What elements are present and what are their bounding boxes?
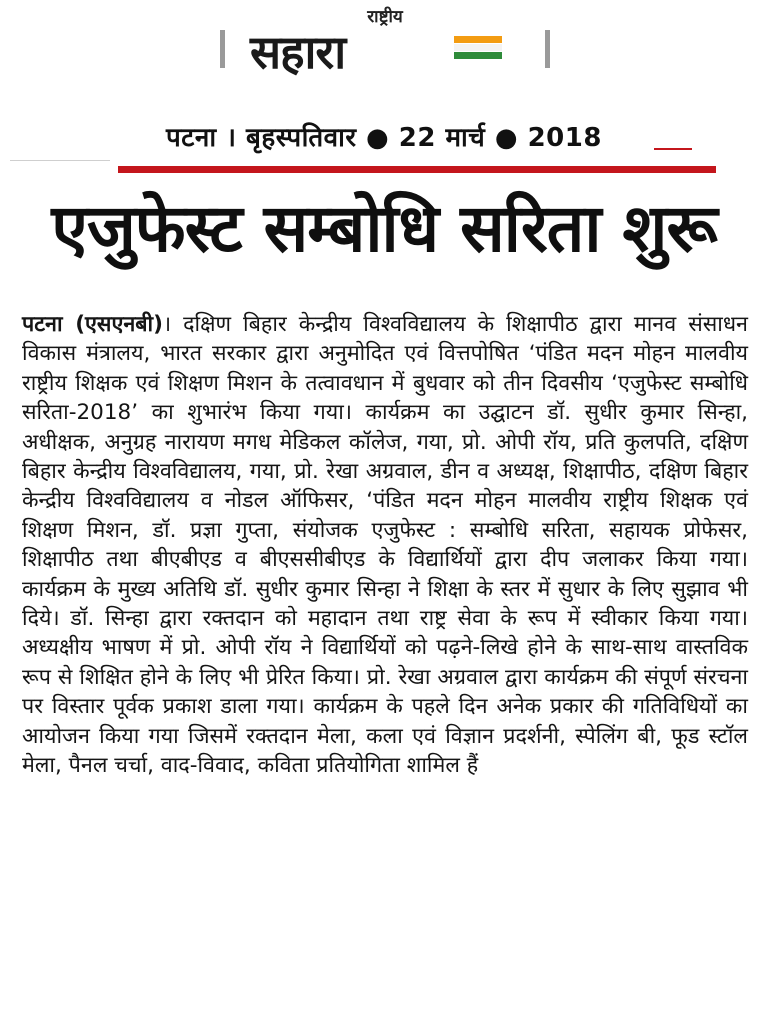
dateline-day: बृहस्पतिवार [246, 123, 357, 153]
newspaper-masthead [220, 0, 550, 80]
flag-stripe-white [454, 44, 502, 51]
flag-stripe-saffron [454, 36, 502, 43]
tricolor-flag-icon [454, 36, 502, 58]
masthead-small-text: राष्ट्रीय [367, 7, 403, 27]
red-divider [118, 166, 716, 173]
masthead-right-bar [545, 30, 550, 68]
headline: एजुफेस्ट सम्बोधि सरिता शुरू [51, 190, 717, 267]
dateline: पटना । बृहस्पतिवार ● 22 मार्च ● 2018 [166, 123, 602, 153]
article-text: । दक्षिण बिहार केन्द्रीय विश्वविद्यालय के शिक्षापीठ द्वारा मानव संसाधन विकास मंत्रालय, भारत सरकार द्वारा अनुमोदित एवं वित्तपोषित ‘पंडित मदन मोहन मालवीय राष्ट्रीय शिक्षक एवं शिक्षण मिशन के तत्वावधान में बुधवार को तीन दिवसीय ‘एजुफेस्ट सम्बोधि सरिता-2018’ का शुभारंभ किया गया। कार्यक्रम का उद्घाटन डॉ. सुधीर कुमार सिन्हा, अधीक्षक, अनुग्रह नारायण मगध मेडिकल कॉलेज, गया, प्रो. ओपी रॉय, प्रति कुलपति, दक्षिण बिहार केन्द्रीय विश्वविद्यालय, गया, प्रो. रेखा अग्रवाल, डीन व अध्यक्ष, शिक्षापीठ, दक्षिण बिहार केन्द्रीय विश्वविद्यालय व नोडल ऑफिसर, ‘पंडित मदन मोहन मालवीय राष्ट्रीय शिक्षक एवं शिक्षण मिशन, डॉ. प्रज्ञा गुप्ता, संयोजक एजुफेस्ट : सम्बोधि सरिता, सहायक प्रोफेसर, शिक्षापीठ तथा बीएबीएड व बीएससीबीएड के विद्यार्थियों द्वारा दीप जलाकर किया गया। कार्यक्रम के मुख्य अतिथि डॉ. सुधीर कुमार सिन्हा ने शिक्षा के स्तर में सुधार के लिए सुझाव भी दिये। डॉ. सिन्हा द्वारा रक्तदान को महादान तथा राष्ट्र सेवा के रूप में स्वीकार किया गया। अध्यक्षीय भाषण में प्रो. ओपी रॉय ने विद्यार्थियों को पढ़ने-लिखे होने के साथ-साथ वास्तविक रूप से शिक्षित होने के लिए भी प्रेरित किया। प्रो. रेखा अग्रवाल द्वारा कार्यक्रम की संपूर्ण संरचना पर विस्तार पूर्वक प्रकाश डाला गया। कार्यक्रम के पहले दिन अनेक प्रकार की गतिविधियों का आयोजन किया गया जिसमें रक्तदान मेला, कला एवं विज्ञान प्रदर्शनी, स्पेलिंग बी, फूड स्टॉल मेला, पैनल चर्चा, वाद-विवाद, कविता प्रतियोगिता शामिल हैं [22, 312, 748, 779]
masthead-title: सहारा [250, 25, 346, 79]
dateline-date: 22 मार्च [398, 123, 486, 153]
article-body [22, 310, 748, 781]
flag-stripe-green [454, 52, 502, 59]
dateline-year: 2018 [527, 123, 602, 153]
article-dateline: पटना (एसएनबी) [22, 312, 163, 337]
red-accent-line [654, 148, 692, 150]
masthead-left-bar [220, 30, 225, 68]
dateline-city: पटना [166, 123, 217, 153]
thin-rule [10, 160, 110, 161]
